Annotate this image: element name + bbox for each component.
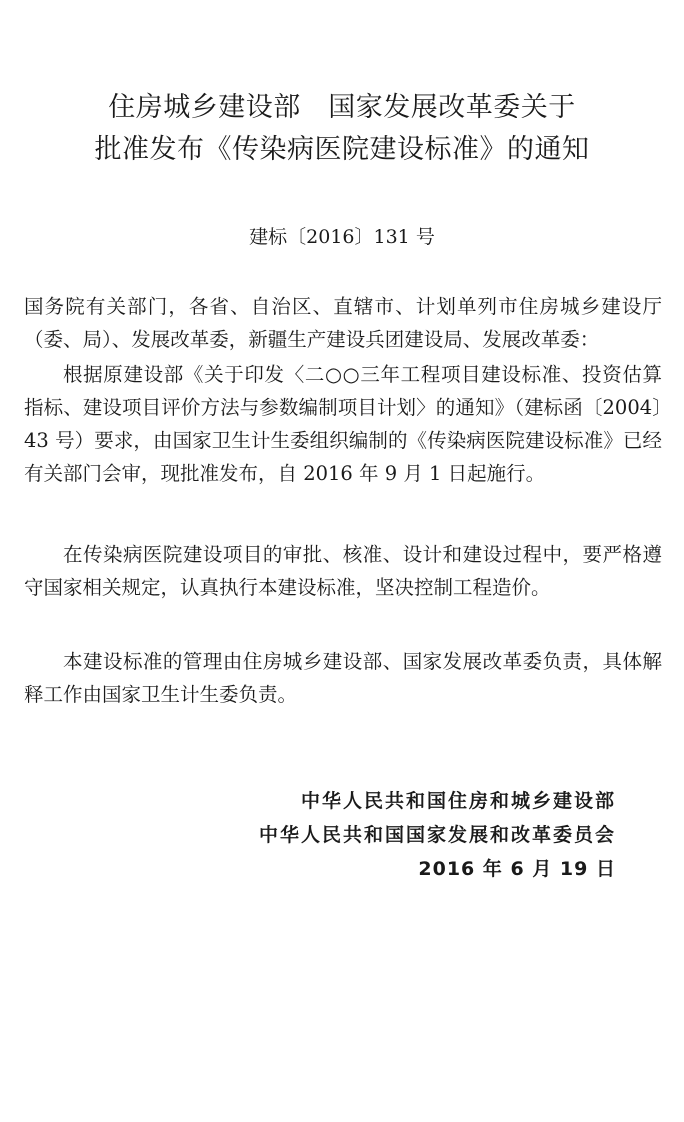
addressee-text: 国务院有关部门，各省、自治区、直辖市、计划单列市住房城乡建设厅（委、局）、发展改革委，新疆生产建设兵团建设局、发展改革委： <box>24 295 662 351</box>
paragraph-text: 根据原建设部《关于印发〈二○○三年工程项目建设标准、投资估算指标、建设项目评价方法与参数编制项目计划〉的通知》（建标函〔2004〕43 号）要求，由国家卫生计生委组织编制的《传染病医院建设标准》已经有关部门会审，现批准发布，自 2016 年 9 月 1 日起施行。 <box>24 363 662 485</box>
document-title-line-1: 住房城乡建设部 国家发展改革委关于 <box>108 92 576 123</box>
body-paragraph-2 <box>24 538 662 604</box>
signature-issuer-1: 中华人民共和国住房和城乡建设部 <box>300 790 616 812</box>
signature-issuer-2: 中华人民共和国国家发展和改革委员会 <box>258 824 616 846</box>
addressee <box>24 290 662 356</box>
paragraph-text: 本建设标准的管理由住房城乡建设部、国家发展改革委负责，具体解释工作由国家卫生计生委负责。 <box>24 650 662 706</box>
document-number: 建标〔2016〕131 号 <box>249 226 435 248</box>
paragraph-text: 在传染病医院建设项目的审批、核准、设计和建设过程中，要严格遵守国家相关规定，认真执行本建设标准，坚决控制工程造价。 <box>24 543 662 599</box>
body-paragraph-1 <box>24 358 662 490</box>
signature-date: 2016 年 6 月 19 日 <box>418 858 616 880</box>
body-paragraph-3 <box>24 645 662 711</box>
document-title-line-2: 批准发布《传染病医院建设标准》的通知 <box>94 134 590 165</box>
